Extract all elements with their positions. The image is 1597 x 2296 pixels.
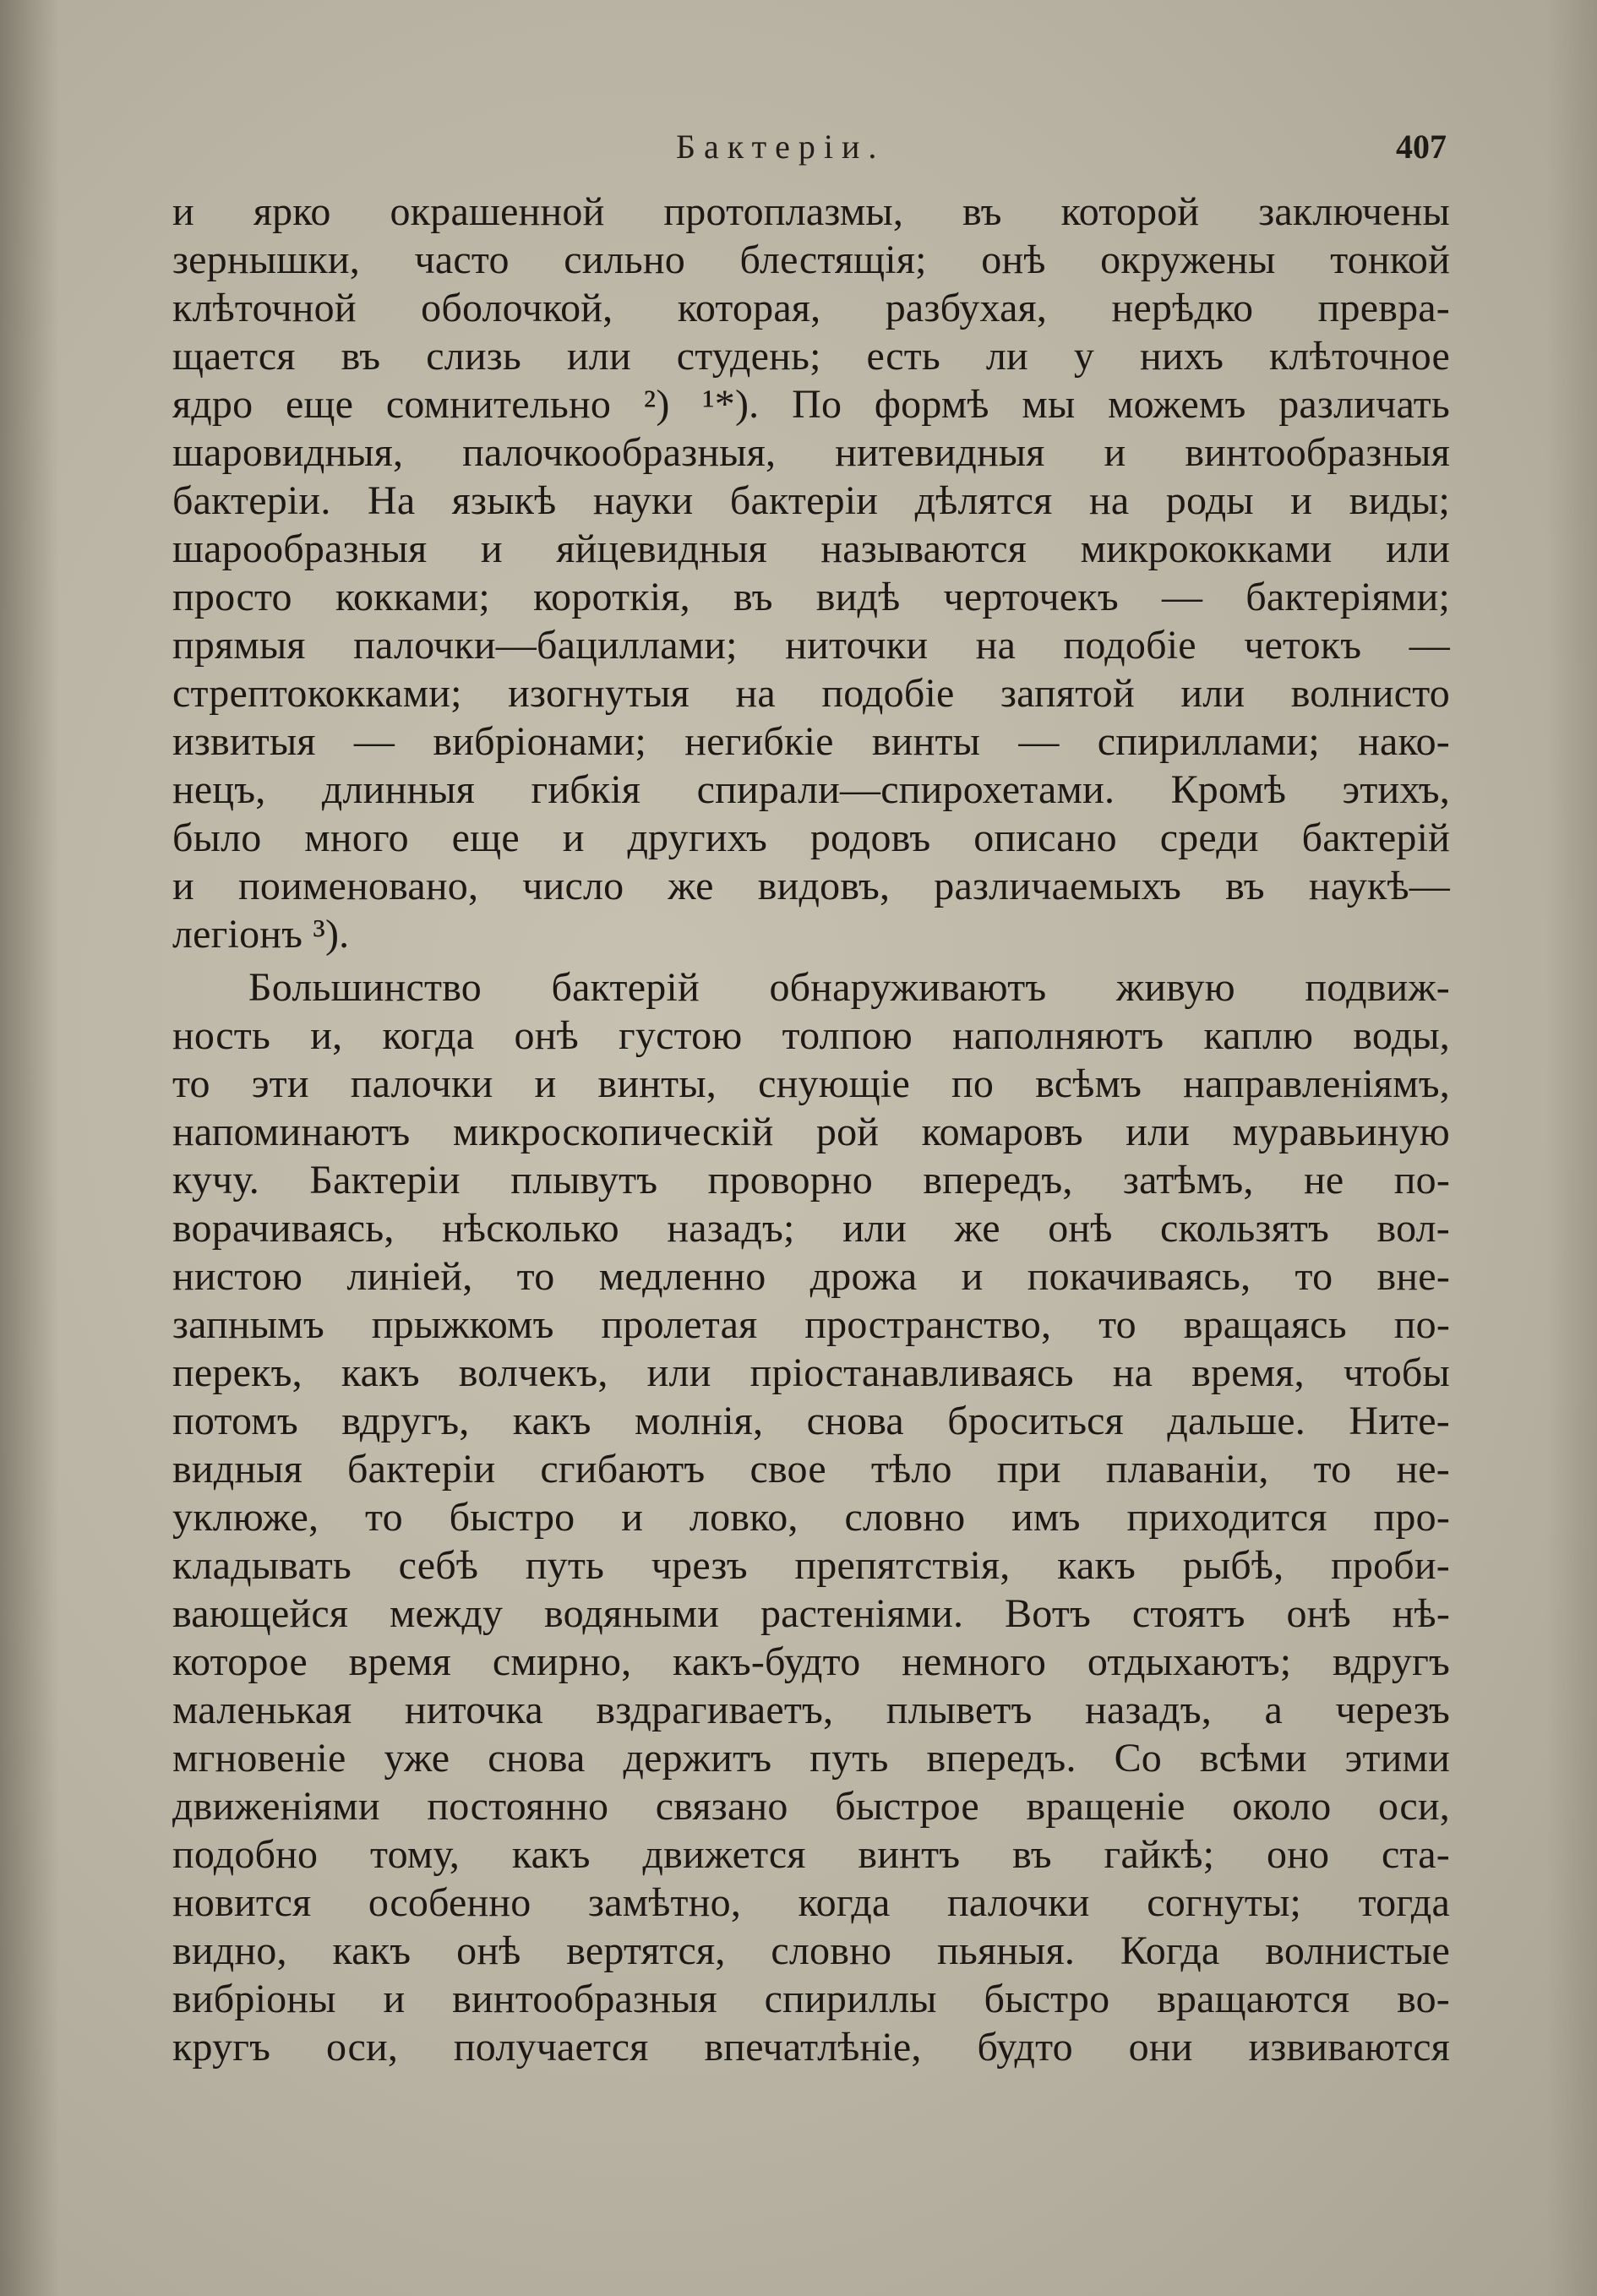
text-line: которое время смирно, какъ-будто немного отдыхаютъ; вдругъ bbox=[172, 1639, 1450, 1684]
text-line: видныя бактеріи сгибаютъ свое тѣло при плаваніи, то не- bbox=[172, 1447, 1450, 1492]
text-line: шаровидныя, палочкообразныя, нитевидныя и винтообразныя bbox=[172, 430, 1450, 475]
body-text bbox=[172, 188, 1450, 2071]
text-line: ворачиваясь, нѣсколько назадъ; или же онѣ скользятъ вол- bbox=[172, 1206, 1450, 1251]
text-line: кладывать себѣ путь чрезъ препятствія, какъ рыбѣ, проби- bbox=[172, 1543, 1450, 1588]
edge-shadow bbox=[1546, 0, 1597, 2296]
paragraph-2 bbox=[172, 963, 1450, 2071]
text-line: Большинство бактерій обнаруживаютъ живую подвиж- bbox=[248, 965, 1450, 1010]
text-line: щается въ слизь или студень; есть ли у нихъ клѣточное bbox=[172, 334, 1450, 379]
text-line: то эти палочки и винты, снующіе по всѣмъ направленіямъ, bbox=[172, 1061, 1450, 1106]
running-title: Бактеріи. bbox=[676, 128, 886, 166]
text-line: кучу. Бактеріи плывутъ проворно впередъ, затѣмъ, не по- bbox=[172, 1158, 1450, 1203]
text-line: уклюже, то быстро и ловко, словно имъ приходится про- bbox=[172, 1495, 1450, 1540]
text-line: подобно тому, какъ движется винтъ въ гайкѣ; оно ста- bbox=[172, 1832, 1450, 1877]
text-line: ность и, когда онѣ густою толпою наполняютъ каплю воды, bbox=[172, 1013, 1450, 1058]
text-line: клѣточной оболочкой, которая, разбухая, нерѣдко превра- bbox=[172, 286, 1450, 330]
text-line: и поименовано, число же видовъ, различаемыхъ въ наукѣ— bbox=[172, 864, 1450, 908]
text-line: бактеріи. На языкѣ науки бактеріи дѣлятся на роды и виды; bbox=[172, 478, 1450, 523]
text-line: запнымъ прыжкомъ пролетая пространство, то вращаясь по- bbox=[172, 1302, 1450, 1347]
text-line: шарообразныя и яйцевидныя называются микрококками или bbox=[172, 526, 1450, 571]
page-number: 407 bbox=[1396, 128, 1447, 166]
text-line: нистою линіей, то медленно дрожа и покачиваясь, то вне- bbox=[172, 1254, 1450, 1299]
text-line: стрептококками; изогнутыя на подобіе запятой или волнисто bbox=[172, 671, 1450, 716]
text-line: было много еще и другихъ родовъ описано среди бактерій bbox=[172, 815, 1450, 860]
text-line: и ярко окрашенной протоплазмы, въ которой заключены bbox=[172, 189, 1450, 234]
paragraph-1 bbox=[172, 188, 1450, 958]
text-line: прямыя палочки—бациллами; ниточки на подобіе четокъ — bbox=[172, 623, 1450, 668]
text-line: перекъ, какъ волчекъ, или пріостанавливаясь на время, чтобы bbox=[172, 1350, 1450, 1395]
text-line: легіонъ ³). bbox=[172, 912, 350, 957]
text-line: вибріоны и винтообразныя спириллы быстро вращаются во- bbox=[172, 1977, 1450, 2021]
text-line: просто кокками; короткія, въ видѣ черточекъ — бактеріями; bbox=[172, 575, 1450, 619]
text-line: нецъ, длинныя гибкія спирали—спирохетами. Кромѣ этихъ, bbox=[172, 767, 1450, 812]
text-line: мгновеніе уже снова держитъ путь впередъ. Со всѣми этими bbox=[172, 1736, 1450, 1781]
text-line: потомъ вдругъ, какъ молнія, снова броситься дальше. Ните- bbox=[172, 1399, 1450, 1443]
text-line: кругъ оси, получается впечатлѣніе, будто они извиваются bbox=[172, 2025, 1450, 2070]
text-line: маленькая ниточка вздрагиваетъ, плыветъ назадъ, а черезъ bbox=[172, 1688, 1450, 1732]
text-line: новится особенно замѣтно, когда палочки согнуты; тогда bbox=[172, 1880, 1450, 1925]
text-line: видно, какъ онѣ вертятся, словно пьяныя. Когда волнистые bbox=[172, 1928, 1450, 1973]
text-line: ядро еще сомнительно ²) ¹*). По формѣ мы можемъ различать bbox=[172, 382, 1450, 427]
text-line: движеніями постоянно связано быстрое вращеніе около оси, bbox=[172, 1784, 1450, 1829]
text-line: зернышки, часто сильно блестящія; онѣ окружены тонкой bbox=[172, 237, 1450, 282]
text-line: извитыя — вибріонами; негибкіе винты — спириллами; нако- bbox=[172, 719, 1450, 764]
binding-shadow bbox=[0, 0, 59, 2296]
text-line: вающейся между водяными растеніями. Вотъ стоятъ онѣ нѣ- bbox=[172, 1591, 1450, 1636]
text-line: напоминаютъ микроскопическій рой комаровъ или муравьиную bbox=[172, 1110, 1450, 1154]
